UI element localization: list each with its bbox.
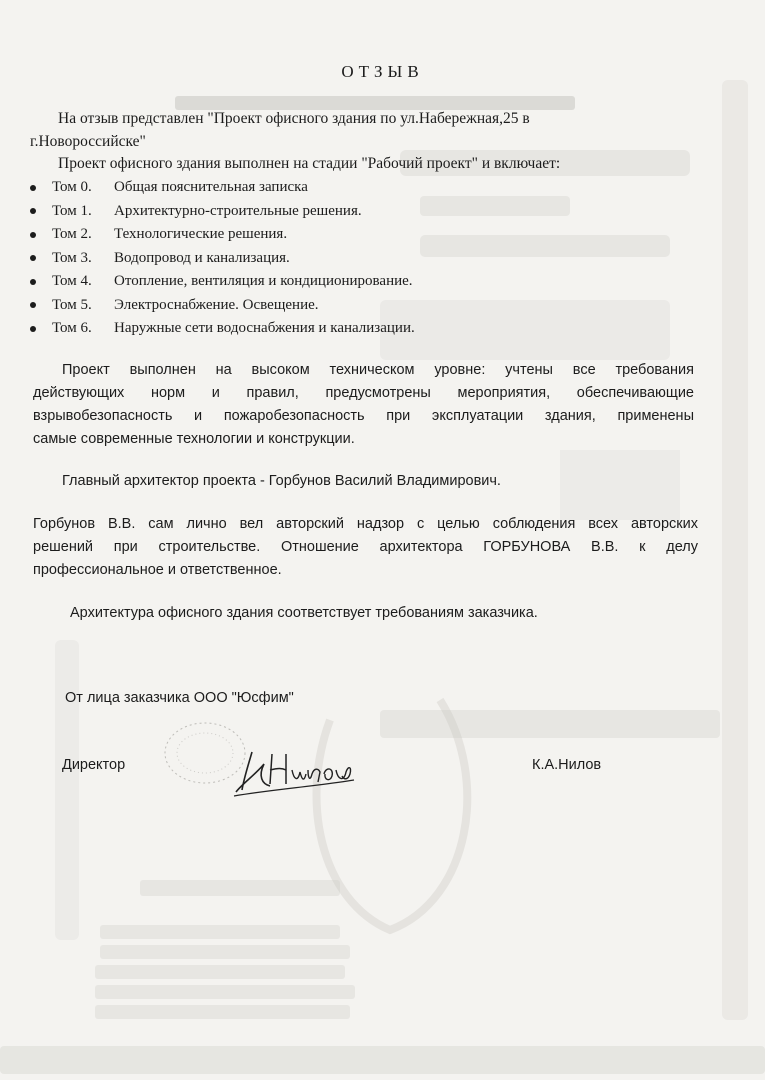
supervision-paragraph-line: профессиональное и ответственное. <box>33 562 282 578</box>
quality-paragraph-line: взрывобезопасность и пожаробезопасность при эксплуатации здания, применены <box>33 408 694 424</box>
conclusion-line: Архитектура офисного здания соответствует требованиям заказчика. <box>70 605 538 621</box>
supervision-paragraph-line: Горбунов В.В. сам лично вел авторский надзор с целью соблюдения всех авторских <box>33 516 698 532</box>
director-name: К.А.Нилов <box>532 757 602 773</box>
bullet-icon <box>30 326 36 332</box>
volume-number: Том 2. <box>52 226 92 243</box>
bullet-icon <box>30 302 36 308</box>
bullet-icon <box>30 279 36 285</box>
volume-title: Общая пояснительная записка <box>114 179 308 196</box>
quality-paragraph-line: действующих норм и правил, предусмотрены мероприятия, обеспечивающие <box>33 385 694 401</box>
volumes-list <box>30 176 415 341</box>
volume-number: Том 3. <box>52 249 92 266</box>
volume-number: Том 4. <box>52 273 92 290</box>
volume-title: Отопление, вентиляция и кондиционирование. <box>114 273 413 290</box>
bullet-icon <box>30 232 36 238</box>
document-title: ОТЗЫВ <box>341 62 424 81</box>
chief-architect-line: Главный архитектор проекта - Горбунов Василий Владимирович. <box>62 473 501 489</box>
volume-title: Водопровод и канализация. <box>114 249 290 266</box>
director-label: Директор <box>62 757 126 773</box>
volume-item <box>30 247 415 271</box>
volume-item <box>30 176 415 200</box>
supervision-paragraph-line: решений при строительстве. Отношение архитектора ГОРБУНОВА В.В. к делу <box>33 539 698 555</box>
volume-number: Том 5. <box>52 296 92 313</box>
bullet-icon <box>30 208 36 214</box>
volume-title: Архитектурно-строительные решения. <box>114 202 362 219</box>
volume-item <box>30 200 415 224</box>
volume-number: Том 0. <box>52 179 92 196</box>
volume-title: Технологические решения. <box>114 226 288 243</box>
project-stage-line: Проект офисного здания выполнен на стадии "Рабочий проект" и включает: <box>58 155 561 172</box>
volume-title: Электроснабжение. Освещение. <box>114 296 319 313</box>
volume-title: Наружные сети водоснабжения и канализации. <box>114 320 415 337</box>
quality-paragraph-line: самые современные технологии и конструкции. <box>33 431 355 447</box>
volume-number: Том 1. <box>52 202 92 219</box>
volume-item <box>30 223 415 247</box>
customer-line: От лица заказчика ООО "Юсфим" <box>65 690 294 706</box>
bullet-icon <box>30 255 36 261</box>
volume-item <box>30 317 415 341</box>
quality-paragraph-line: Проект выполнен на высоком техническом уровне: учтены все требования <box>62 362 694 378</box>
bullet-icon <box>30 185 36 191</box>
volume-item <box>30 270 415 294</box>
director-signature <box>228 740 358 800</box>
volume-item <box>30 294 415 318</box>
volume-number: Том 6. <box>52 320 92 337</box>
intro-line: На отзыв представлен "Проект офисного здания по ул.Набережная,25 в <box>58 110 530 127</box>
intro-line-continued: г.Новороссийске" <box>30 133 146 150</box>
